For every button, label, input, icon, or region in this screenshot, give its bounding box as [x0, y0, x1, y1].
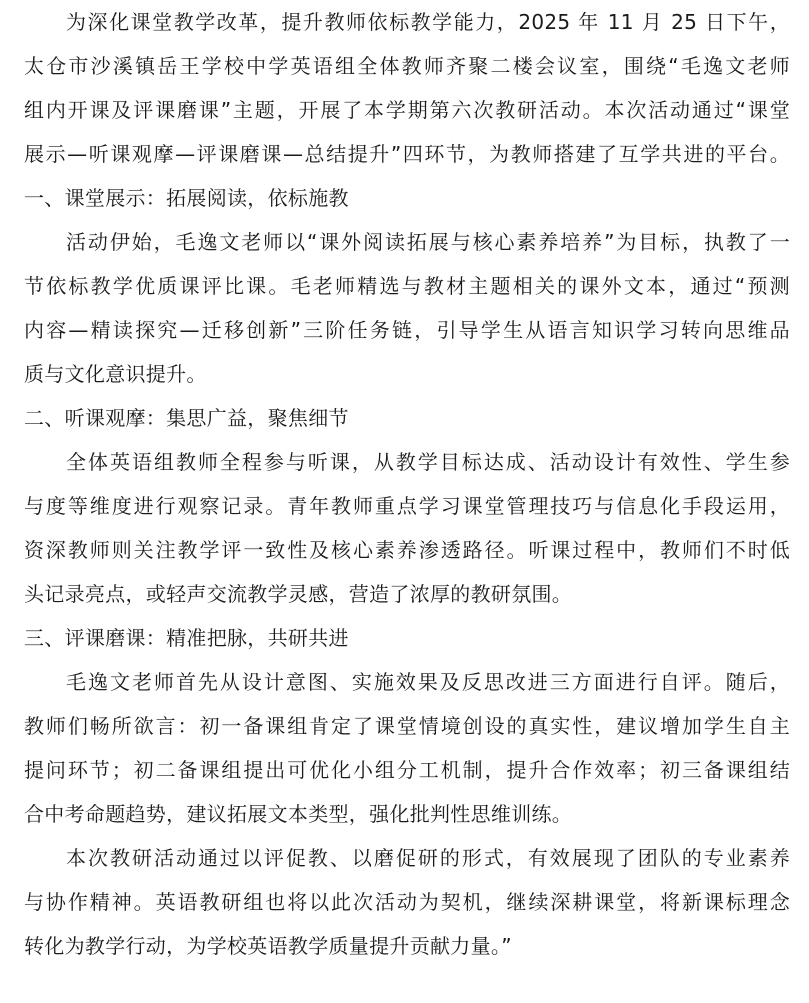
section-heading: 一、课堂展示：拓展阅读，依标施教 [24, 186, 349, 210]
text-line: 头记录亮点，或轻声交流教学灵感，营造了浓厚的教研氛围。 [24, 582, 573, 606]
paragraph-intro [24, 0, 790, 176]
text-line: 全体英语组教师全程参与听课，从教学目标达成、活动设计有效性、学生参 [66, 450, 790, 474]
heading-section-3 [24, 616, 790, 660]
text-line: 合中考命题趋势，建议拓展文本类型，强化批判性思维训练。 [24, 802, 573, 826]
text-line: 太仓市沙溪镇岳王学校中学英语组全体教师齐聚二楼会议室，围绕“毛逸文老师 [24, 54, 790, 78]
text-line: 内容—精读探究—迁移创新”三阶任务链，引导学生从语言知识学习转向思维品 [24, 318, 790, 342]
text-line: 转化为教学行动，为学校英语教学质量提升贡献力量。” [24, 934, 512, 958]
text-line: 为深化课堂教学改革，提升教师依标教学能力，2025 年 11 月 25 日下午， [66, 10, 790, 34]
paragraph-conclusion [24, 836, 790, 968]
text-line: 提问环节；初二备课组提出可优化小组分工机制，提升合作效率；初三备课组结 [24, 758, 790, 782]
text-line: 教师们畅所欲言：初一备课组肯定了课堂情境创设的真实性，建议增加学生自主 [24, 714, 790, 738]
text-line: 展示—听课观摩—评课磨课—总结提升”四环节，为教师搭建了互学共进的平台。 [24, 142, 790, 166]
text-line: 活动伊始，毛逸文老师以“课外阅读拓展与核心素养培养”为目标，执教了一 [66, 230, 790, 254]
section-heading: 三、评课磨课：精准把脉，共研共进 [24, 626, 349, 650]
text-line: 本次教研活动通过以评促教、以磨促研的形式，有效展现了团队的专业素养 [66, 846, 790, 870]
document-body [24, 0, 790, 968]
text-line: 质与文化意识提升。 [24, 362, 207, 386]
text-line: 与度等维度进行观察记录。青年教师重点学习课堂管理技巧与信息化手段运用， [24, 494, 790, 518]
heading-section-1 [24, 176, 790, 220]
text-line: 毛逸文老师首先从设计意图、实施效果及反思改进三方面进行自评。随后， [66, 670, 790, 694]
text-line: 与协作精神。英语教研组也将以此次活动为契机，继续深耕课堂，将新课标理念 [24, 890, 790, 914]
section-heading: 二、听课观摩：集思广益，聚焦细节 [24, 406, 349, 430]
paragraph-section-1 [24, 220, 790, 396]
text-line: 节依标教学优质课评比课。毛老师精选与教材主题相关的课外文本，通过“预测 [24, 274, 790, 298]
text-line: 资深教师则关注教学评一致性及核心素养渗透路径。听课过程中，教师们不时低 [24, 538, 790, 562]
paragraph-section-2 [24, 440, 790, 616]
text-line: 组内开课及评课磨课”主题，开展了本学期第六次教研活动。本次活动通过“课堂 [24, 98, 790, 122]
heading-section-2 [24, 396, 790, 440]
paragraph-section-3 [24, 660, 790, 836]
